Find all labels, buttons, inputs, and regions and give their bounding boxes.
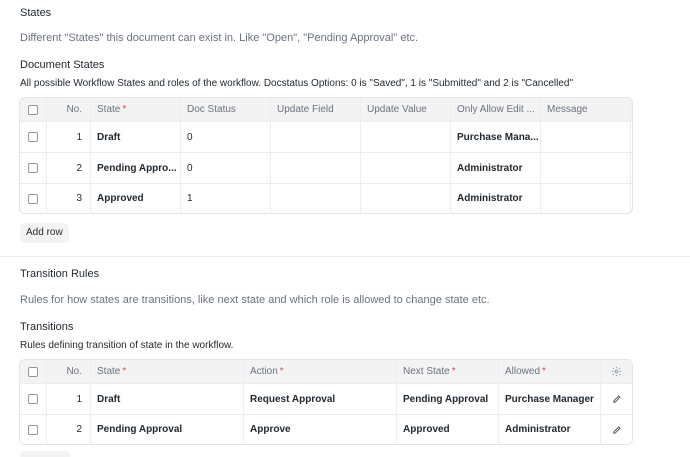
select-all-checkbox-cell[interactable] (20, 360, 46, 383)
row-no: 1 (46, 122, 90, 152)
cell-only-allow-edit[interactable]: Administrator (450, 184, 540, 213)
column-update-field: Update Field (270, 98, 360, 121)
column-no: No. (46, 360, 90, 383)
row-checkbox-cell[interactable] (20, 122, 46, 152)
required-marker: * (122, 366, 127, 377)
column-update-value: Update Value (360, 98, 450, 121)
required-marker: * (451, 366, 456, 377)
transition-rules-title: Transition Rules (20, 268, 100, 280)
row-checkbox[interactable] (28, 163, 38, 173)
states-section-description: Different "States" this document can exist in. Like "Open", "Pending Approval" etc. (20, 32, 419, 44)
column-only-allow-edit: Only Allow Edit ... (450, 98, 540, 121)
column-allowed-label: Allowed (505, 366, 541, 377)
cell-update-field[interactable] (270, 122, 360, 152)
cell-next-state[interactable]: Approved (396, 415, 498, 444)
column-state-label: State (97, 366, 121, 377)
document-states-description: All possible Workflow States and roles of the workflow. Docstatus Options: 0 is "Saved", 1 is "Submitted" and 2 is "Cancelled" (20, 78, 574, 89)
transitions-description: Rules defining transition of state in the workflow. (20, 340, 234, 351)
document-states-table (19, 97, 633, 214)
row-edit-button[interactable] (630, 153, 633, 183)
cell-message[interactable] (540, 153, 630, 183)
column-action (243, 360, 396, 383)
cell-state[interactable]: Approved (90, 184, 180, 213)
cell-update-value[interactable] (360, 153, 450, 183)
cell-doc-status[interactable]: 0 (180, 153, 270, 183)
add-row-button-partial[interactable] (20, 451, 70, 457)
transitions-table (19, 359, 633, 445)
row-checkbox[interactable] (28, 194, 38, 204)
select-all-checkbox-cell[interactable] (20, 98, 46, 121)
table-row[interactable] (20, 121, 632, 152)
cell-allowed[interactable]: Administrator (498, 415, 600, 444)
row-edit-button[interactable] (630, 184, 633, 213)
cell-state[interactable]: Draft (90, 384, 243, 414)
column-state-label: State (97, 104, 121, 115)
column-no: No. (46, 98, 90, 121)
pencil-icon[interactable] (612, 425, 622, 435)
select-all-checkbox[interactable] (28, 105, 38, 115)
row-no: 3 (46, 184, 90, 213)
add-row-button[interactable]: Add row (20, 223, 69, 243)
cell-update-field[interactable] (270, 184, 360, 213)
select-all-checkbox[interactable] (28, 367, 38, 377)
row-checkbox-cell[interactable] (20, 384, 46, 414)
cell-next-state[interactable]: Pending Approval (396, 384, 498, 414)
pencil-icon[interactable] (612, 394, 622, 404)
column-message: Message (540, 98, 630, 121)
table-row[interactable] (20, 414, 632, 444)
column-next-state-label: Next State (403, 366, 450, 377)
row-checkbox-cell[interactable] (20, 153, 46, 183)
cell-doc-status[interactable]: 1 (180, 184, 270, 213)
cell-action[interactable]: Approve (243, 415, 396, 444)
row-checkbox-cell[interactable] (20, 415, 46, 444)
row-edit-button[interactable] (600, 415, 632, 444)
required-marker: * (542, 366, 546, 377)
cell-only-allow-edit[interactable]: Administrator (450, 153, 540, 183)
cell-state[interactable]: Pending Approval (90, 415, 243, 444)
cell-only-allow-edit[interactable]: Purchase Mana... (450, 122, 540, 152)
required-marker: * (122, 104, 127, 115)
column-doc-status: Doc Status (180, 98, 270, 121)
document-states-label: Document States (20, 59, 105, 71)
column-settings[interactable] (630, 98, 633, 121)
table-header-row (20, 360, 632, 383)
transition-rules-description: Rules for how states are transitions, like next state and which role is allowed to change state etc. (20, 294, 490, 306)
row-edit-button[interactable] (630, 122, 633, 152)
cell-allowed[interactable]: Purchase Manager (498, 384, 600, 414)
cell-message[interactable] (540, 184, 630, 213)
cell-action[interactable]: Request Approval (243, 384, 396, 414)
column-allowed (498, 360, 600, 383)
column-next-state (396, 360, 498, 383)
table-row[interactable] (20, 152, 632, 183)
cell-update-value[interactable] (360, 122, 450, 152)
table-header-row (20, 98, 632, 121)
row-checkbox[interactable] (28, 394, 38, 404)
gear-icon[interactable] (611, 366, 622, 377)
table-row[interactable] (20, 183, 632, 213)
column-state (90, 360, 243, 383)
table-row[interactable] (20, 383, 632, 414)
row-edit-button[interactable] (600, 384, 632, 414)
row-checkbox[interactable] (28, 132, 38, 142)
required-marker: * (279, 366, 284, 377)
cell-message[interactable] (540, 122, 630, 152)
section-divider (0, 256, 690, 257)
row-no: 1 (46, 384, 90, 414)
cell-update-field[interactable] (270, 153, 360, 183)
row-no: 2 (46, 153, 90, 183)
cell-doc-status[interactable]: 0 (180, 122, 270, 152)
column-state (90, 98, 180, 121)
cell-state[interactable]: Draft (90, 122, 180, 152)
cell-update-value[interactable] (360, 184, 450, 213)
column-action-label: Action (250, 366, 278, 377)
transitions-label: Transitions (20, 321, 74, 333)
row-checkbox[interactable] (28, 425, 38, 435)
states-section-title: States (20, 7, 52, 19)
cell-state[interactable]: Pending Appro... (90, 153, 180, 183)
row-no: 2 (46, 415, 90, 444)
column-settings[interactable] (600, 360, 632, 383)
row-checkbox-cell[interactable] (20, 184, 46, 213)
